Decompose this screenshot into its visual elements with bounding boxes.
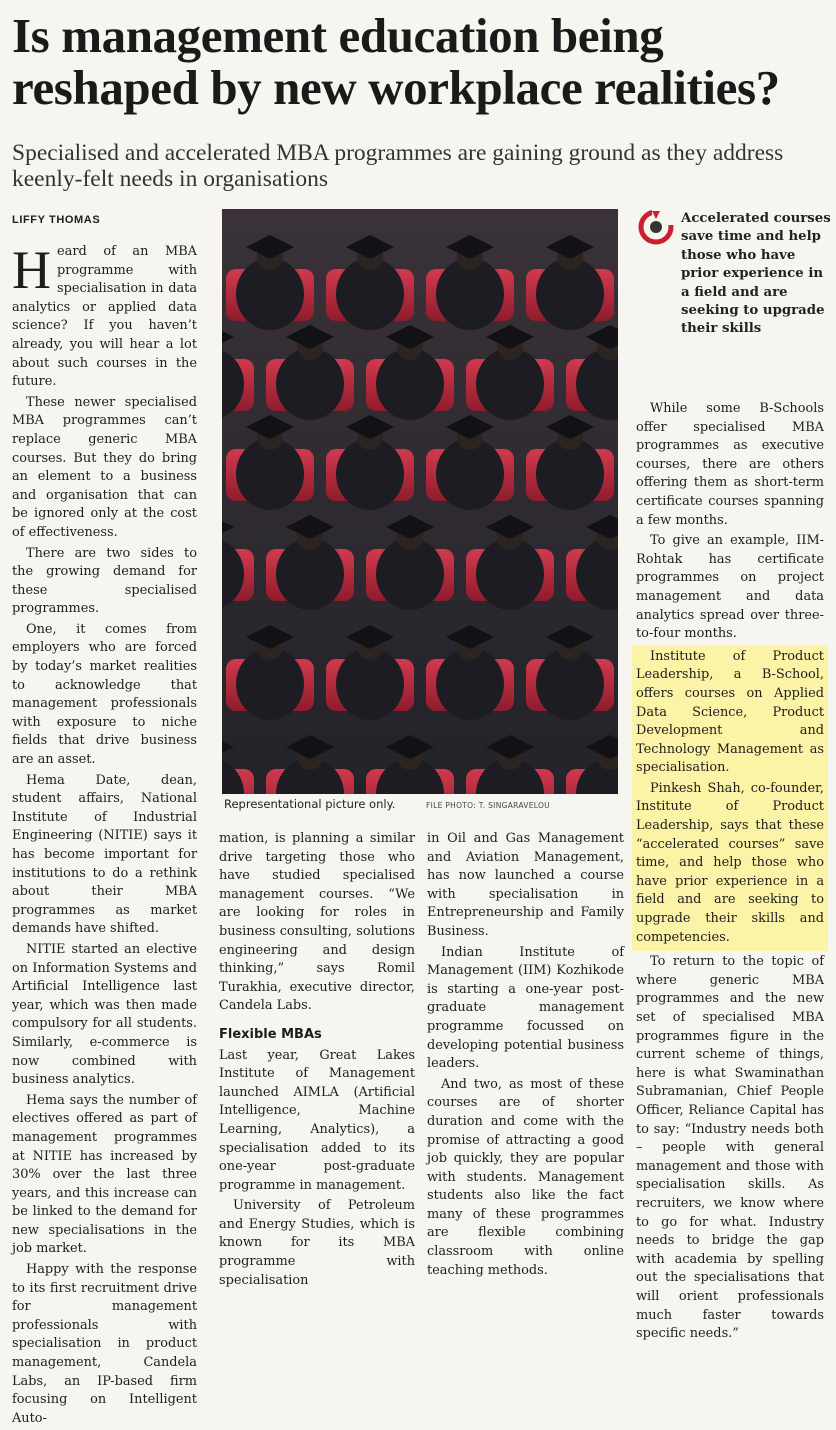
paragraph: in Oil and Gas Management and Aviation Management, has now launched a course with specialisation in Entrepreneurship and Family Business. — [427, 831, 624, 939]
paragraph: And two, as most of these courses are of shorter duration and come with the promise of attracting a good job quickly, they are popular with students. Management students also like the fact many of these programmes are flexible combining classroom with online teaching methods. — [427, 1076, 624, 1278]
column-1 — [12, 240, 197, 1430]
paragraph: NITIE started an elective on Information Systems and Artificial Intelligence last year, which was then made compulsory for all students. Similarly, e-commerce is now combined with business analytics. — [12, 941, 197, 1088]
drop-cap: H — [12, 240, 51, 300]
quote-logo-icon — [638, 209, 674, 245]
deck: Specialised and accelerated MBA programmes are gaining ground as they address keenly-felt needs in organisations — [12, 140, 784, 192]
caption-text: Representational picture only. — [224, 797, 396, 811]
paragraph: mation, is planning a similar drive targeting those who have studied specialised management courses. “We are looking for roles in business consulting, solutions engineering and design thinking,” says Romil Turakhia, executive director, Candela Labs. — [219, 831, 415, 1014]
paragraph: To return to the topic of where generic MBA programmes and the new set of specialised MBA programmes figure in the current scheme of things, here is what Swaminathan Subramanian, Chief People Officer, Reliance Capital has to say: “Industry needs both – people with general management and those with specialisation skills. As recruiters, we know where to go for what. Industry needs to bridge the gap with academia by spelling out the specialisations that will orient professionals much faster towards specific needs.” — [636, 954, 824, 1342]
subhead: Flexible MBAs — [219, 1026, 322, 1042]
graduation-photo-illustration — [222, 209, 618, 794]
paragraph: Hema Date, dean, student affairs, National Institute of Industrial Engineering (NITIE) says it has become important for institutions to do a rethink about their MBA programmes as market demands have shifted. — [12, 772, 197, 937]
pull-quote: Accelerated courses save time and help those who have prior experience in a field and are seeking to upgrade their skills — [681, 211, 831, 337]
paragraph: There are two sides to the growing demand for these specialised programmes. — [12, 545, 197, 617]
paragraph: Hema says the number of electives offered as part of management programmes at NITIE has increased by 30% over the last three years, and this increase can be linked to the demand for new specialisations in the job market. — [12, 1092, 197, 1257]
column-3 — [427, 830, 624, 1282]
paragraph: While some B-Schools offer specialised MBA programmes as executive courses, there are others offering them as short-term certificate courses spanning a few months. — [636, 401, 824, 528]
paragraph: Institute of Product Leadership, a B-School, offers courses on Applied Data Science, Product Development and Technology Management as specialisation. — [636, 648, 824, 776]
paragraph: Happy with the response to its first recruitment drive for management professionals with specialisation in product management, Candela Labs, an IP-based firm focusing on Intelligent Auto- — [12, 1262, 197, 1426]
photo-caption — [222, 794, 618, 816]
paragraph: Pinkesh Shah, co-founder, Institute of Product Leadership, says that these “accelerated courses” save time, and help those who have prior experience in a field and are seeking to upgrade their skills and competencies. — [636, 780, 824, 945]
photo-credit: FILE PHOTO: T. SINGARAVELOU — [426, 801, 550, 810]
graduation-photo — [222, 209, 618, 794]
paragraph: Indian Institute of Management (IIM) Kozhikode is starting a one-year post-graduate management programme focussed on developing potential business leaders. — [427, 944, 624, 1072]
byline: LIFFY THOMAS — [12, 214, 101, 226]
lead-paragraph: Heard of an MBA programme with specialisation in data analytics or applied data science? If you haven’t already, you will hear a lot about such courses in the future. — [12, 240, 197, 390]
headline: Is management education being reshaped by new workplace realities? — [12, 8, 780, 115]
paragraph: University of Petroleum and Energy Studies, which is known for its MBA programme with specialisation — [219, 1198, 415, 1288]
paragraph: These newer specialised MBA programmes can’t replace generic MBA courses. But they do bring an element to a business and organisation that can be ignored only at the cost of effectiveness. — [12, 394, 197, 540]
paragraph: To give an example, IIM-Rohtak has certificate programmes on project management and data analytics spread over three-to-four months. — [636, 533, 824, 642]
paragraph: One, it comes from employers who are forced by today’s market realities to acknowledge that management professionals with exposure to niche fields that drive business are an asset. — [12, 621, 197, 768]
paragraph: Last year, Great Lakes Institute of Management launched AIMLA (Artificial Intelligence, Machine Learning, Analytics), a specialisation added to its one-year post-graduate programme in management. — [219, 1047, 415, 1193]
column-4 — [636, 400, 824, 1346]
highlighted-passage — [632, 646, 828, 952]
column-2 — [219, 830, 415, 1292]
